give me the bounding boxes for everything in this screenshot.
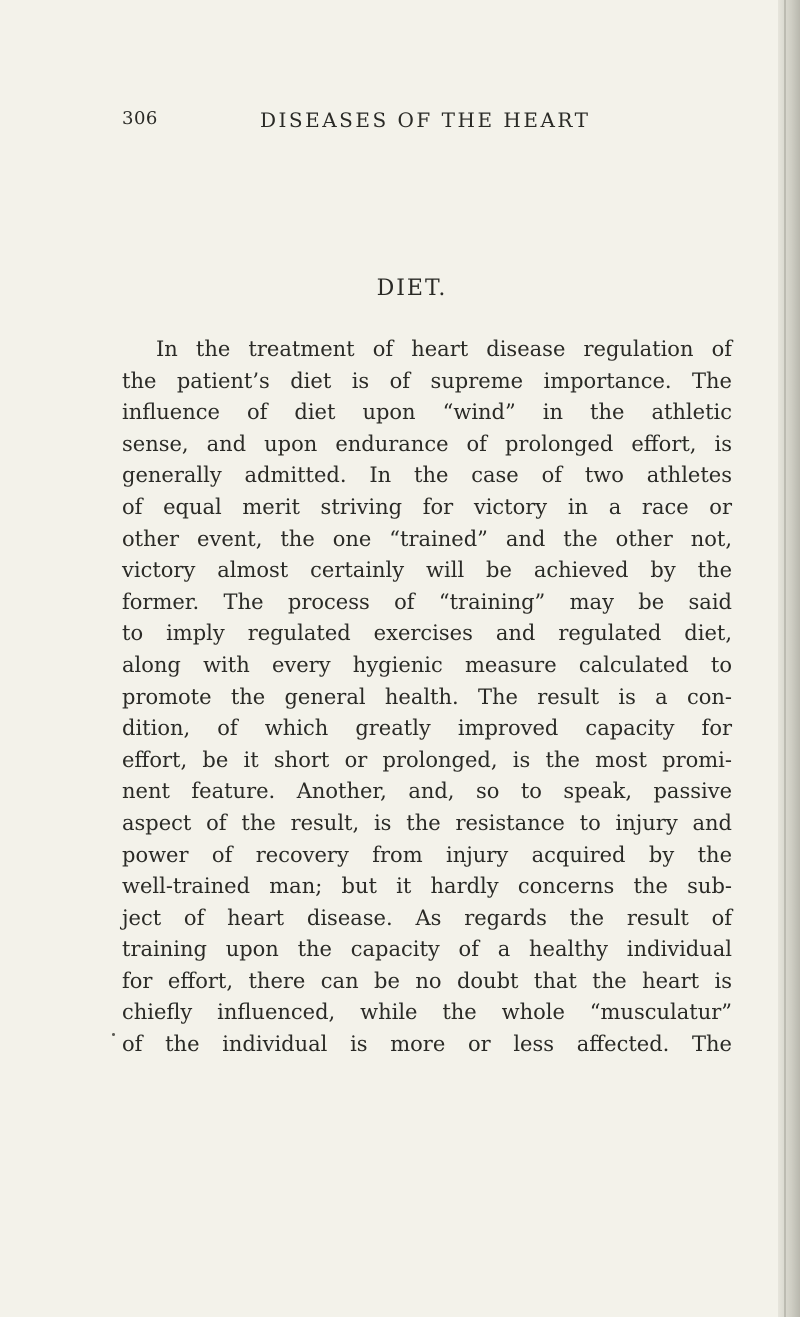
text-line: dition, of which greatly improved capacity for [122, 716, 732, 741]
text-line: the patient’s diet is of supreme importance. The [122, 368, 732, 393]
body-paragraph [122, 334, 732, 1061]
text-line: well-trained man; but it hardly concerns the sub- [122, 874, 732, 899]
running-title: DISEASES OF THE HEART [260, 108, 591, 132]
page-edge-shadow [778, 0, 800, 1317]
text-line: nent feature. Another, and, so to speak, passive [122, 779, 732, 804]
text-line: sense, and upon endurance of prolonged effort, is [122, 431, 732, 456]
text-line: of the individual is more or less affected. The [122, 1032, 732, 1057]
text-line: ject of heart disease. As regards the result of [122, 905, 732, 930]
text-line: to imply regulated exercises and regulated diet, [122, 621, 732, 646]
section-heading: DIET. [376, 276, 448, 301]
running-head [122, 108, 722, 136]
text-line: former. The process of “training” may be said [122, 589, 732, 614]
text-line: aspect of the result, is the resistance to injury and [122, 810, 732, 835]
text-line: In the treatment of heart disease regulation of [156, 337, 732, 361]
text-line: training upon the capacity of a healthy individual [122, 937, 732, 962]
text-line: influence of diet upon “wind” in the athletic [122, 400, 732, 425]
page-number: 306 [122, 108, 158, 129]
text-line: along with every hygienic measure calculated to [122, 652, 732, 677]
print-speck [112, 1033, 115, 1036]
page-edge-line [784, 0, 786, 1317]
text-line: effort, be it short or prolonged, is the most promi- [122, 747, 732, 772]
text-line: other event, the one “trained” and the other not, [122, 526, 732, 551]
text-line: promote the general health. The result is a con- [122, 684, 732, 709]
text-line: for effort, there can be no doubt that the heart is [122, 968, 732, 993]
text-line: chiefly influenced, while the whole “musculatur” [122, 1000, 732, 1025]
text-line: generally admitted. In the case of two athletes [122, 463, 732, 488]
text-line: power of recovery from injury acquired by the [122, 842, 732, 867]
text-line: of equal merit striving for victory in a race or [122, 494, 732, 519]
text-line: victory almost certainly will be achieved by the [122, 558, 732, 583]
